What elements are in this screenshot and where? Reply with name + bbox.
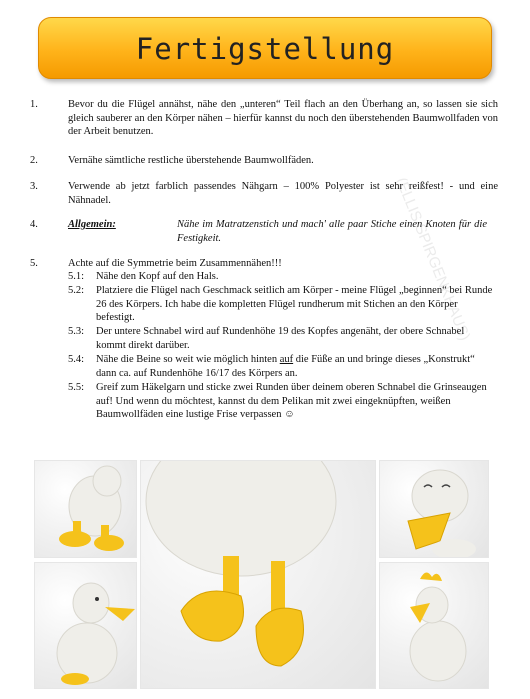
- sub-item-text: Nähe den Kopf auf den Hals.: [96, 271, 219, 282]
- pelican-back-illustration: [35, 461, 136, 557]
- photo-pelican-face: [379, 460, 489, 558]
- sub-item-number: 5.4:: [68, 354, 85, 365]
- sub-item-number: 5.5:: [68, 382, 85, 393]
- item-number: 3.: [30, 181, 38, 192]
- watermark-text: (ELLIS SPIRGENKHAUS): [392, 175, 474, 344]
- page-title: Fertigstellung: [135, 32, 395, 66]
- feet-closeup-illustration: [141, 461, 375, 688]
- allgemein-label: Allgemein:: [68, 219, 116, 230]
- item-label: [68, 218, 168, 232]
- item-number: 4.: [30, 219, 38, 230]
- photo-pelican-feet-closeup: [140, 460, 376, 689]
- sub-item-text: Platziere die Flügel nach Geschmack seitlich am Körper - meine Flügel „beginnen“ bei Runde 26 des Körpers. Ich habe die kompletten Flügel rundherum mit Stichen an den Körper befestigt.: [96, 285, 493, 324]
- pelican-front-illustration: [380, 563, 488, 688]
- photo-pelican-front: [379, 562, 489, 689]
- sub-item-text: Der untere Schnabel wird auf Rundenhöhe 19 des Kopfes angenäht, der obere Schnabel kommt direkt darüber.: [96, 326, 465, 351]
- sub-item-number: 5.1:: [68, 271, 85, 282]
- item-text: Vernähe sämtliche restliche überstehende Baumwollfäden.: [68, 155, 314, 166]
- sub-item-text: Nähe die Beine so weit wie möglich hinten auf die Füße an und bringe dieses „Konstrukt“ dann ca. auf Rundenhöhe 16/17 des Körpers an.: [96, 354, 475, 379]
- pelican-face-illustration: [380, 461, 488, 557]
- pelican-side-illustration: [35, 563, 136, 688]
- item-number: 2.: [30, 155, 38, 166]
- sub-item-number: 5.3:: [68, 326, 85, 337]
- item-number: 1.: [30, 99, 38, 110]
- item-text: Nähe im Matratzenstich und mach' alle paar Stiche einen Knoten für die Festigkeit.: [177, 219, 487, 244]
- title-banner: [38, 17, 492, 79]
- sub-item-text: Greif zum Häkelgarn und sticke zwei Runden über deinem oberen Schnabel die Grinseaugen auf! Und wenn du möchtest, kannst du dem Pelikan mit zwei eingeknüpften, weißen Baumwollfäden eine lustige Frise verpassen ☺: [96, 382, 487, 421]
- item-text: Verwende ab jetzt farblich passendes Nähgarn – 100% Polyester ist sehr reißfest! - und eine Nähnadel.: [68, 181, 498, 206]
- photo-pelican-back: [34, 460, 137, 558]
- photo-pelican-side: [34, 562, 137, 689]
- sub-item-number: 5.2:: [68, 285, 85, 296]
- item-text: Bevor du die Flügel annähst, nähe den „unteren“ Teil flach an den Überhang an, so lassen sie sich gleich sauberer an den Körper nähen – hierfür kannst du noch den überstehenden Baumwollfaden von der Arbeit benutzen.: [68, 99, 498, 138]
- item-text: Achte auf die Symmetrie beim Zusammennähen!!!: [68, 258, 282, 269]
- item-number: 5.: [30, 258, 38, 269]
